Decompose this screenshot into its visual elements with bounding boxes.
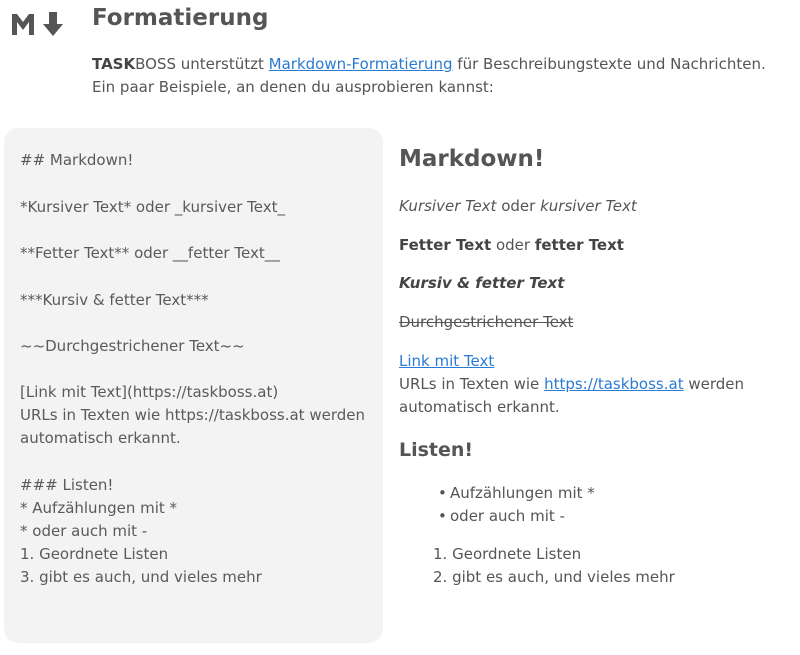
- source-ordered-2: 3. gibt es auch, und vieles mehr: [20, 568, 262, 586]
- preview-link-line: [399, 350, 494, 373]
- ordered-text: gibt es auch, und vieles mehr: [452, 568, 675, 586]
- ordered-text: Geordnete Listen: [452, 545, 582, 563]
- source-heading: ## Markdown!: [20, 151, 134, 169]
- preview-ordered-item: [433, 566, 675, 589]
- source-list-heading: ### Listen!: [20, 476, 114, 494]
- brand-boss: BOSS: [135, 55, 176, 73]
- bullet-dot-icon: •: [438, 507, 447, 525]
- source-ordered-1: 1. Geordnete Listen: [20, 545, 169, 563]
- intro-text: [92, 53, 792, 99]
- source-url-line1: URLs in Texten wie https://taskboss.at werden: [20, 406, 365, 424]
- brand-task: TASK: [92, 55, 136, 73]
- ordered-number: 2.: [433, 568, 448, 586]
- preview-url-line2: automatisch erkannt.: [399, 398, 560, 416]
- source-bullet-2: * oder auch mit -: [20, 522, 148, 540]
- markdown-source-panel: [4, 128, 383, 643]
- preview-strike: Durchgestrichener Text: [399, 313, 574, 331]
- intro-text-before-link: unterstützt: [176, 55, 269, 73]
- preview-bullet-text: oder auch mit -: [450, 507, 565, 525]
- preview-url-link[interactable]: https://taskboss.at: [544, 375, 684, 393]
- page-title: Formatierung: [92, 5, 269, 31]
- preview-url-line: [399, 373, 744, 396]
- intro-line2: Ein paar Beispiele, an denen du ausprobieren kannst:: [92, 78, 494, 96]
- preview-bold-line: [399, 234, 624, 257]
- preview-bullet-item: [438, 505, 565, 528]
- preview-bold-1: Fetter Text: [399, 236, 492, 254]
- preview-oder-2: oder: [491, 236, 535, 254]
- preview-url-before: URLs in Texten wie: [399, 375, 545, 393]
- preview-bold-italic: Kursiv & fetter Text: [399, 274, 565, 292]
- source-link: [Link mit Text](https://taskboss.at): [20, 383, 279, 401]
- preview-list-heading: Listen!: [399, 439, 474, 461]
- source-italic: *Kursiver Text* oder _kursiver Text_: [20, 198, 286, 216]
- preview-heading: Markdown!: [399, 146, 545, 172]
- source-bold: **Fetter Text** oder __fetter Text__: [20, 244, 280, 262]
- preview-link[interactable]: Link mit Text: [399, 352, 495, 370]
- bullet-dot-icon: •: [438, 484, 447, 502]
- preview-italic-2: kursiver Text: [540, 197, 637, 215]
- preview-oder-1: oder: [496, 197, 541, 215]
- preview-bullet-text: Aufzählungen mit *: [450, 484, 595, 502]
- preview-bullet-item: [438, 482, 595, 505]
- preview-bold-2: fetter Text: [534, 236, 624, 254]
- preview-italic-line: [399, 195, 637, 218]
- source-bullet-1: * Aufzählungen mit *: [20, 499, 178, 517]
- preview-strike-line: [399, 311, 573, 334]
- source-bold-italic: ***Kursiv & fetter Text***: [20, 291, 209, 309]
- markdown-logo-icon: [10, 9, 72, 39]
- preview-ordered-item: [433, 543, 581, 566]
- source-strike: ~~Durchgestrichener Text~~: [20, 337, 245, 355]
- ordered-number: 1.: [433, 545, 448, 563]
- markdown-help-link[interactable]: Markdown-Formatierung: [268, 55, 453, 73]
- source-url-line2: automatisch erkannt.: [20, 429, 181, 447]
- preview-url-after: werden: [683, 375, 745, 393]
- preview-italic-1: Kursiver Text: [399, 197, 497, 215]
- preview-bold-italic-line: [399, 272, 564, 295]
- intro-text-after-link: für Beschreibungstexte und Nachrichten.: [452, 55, 766, 73]
